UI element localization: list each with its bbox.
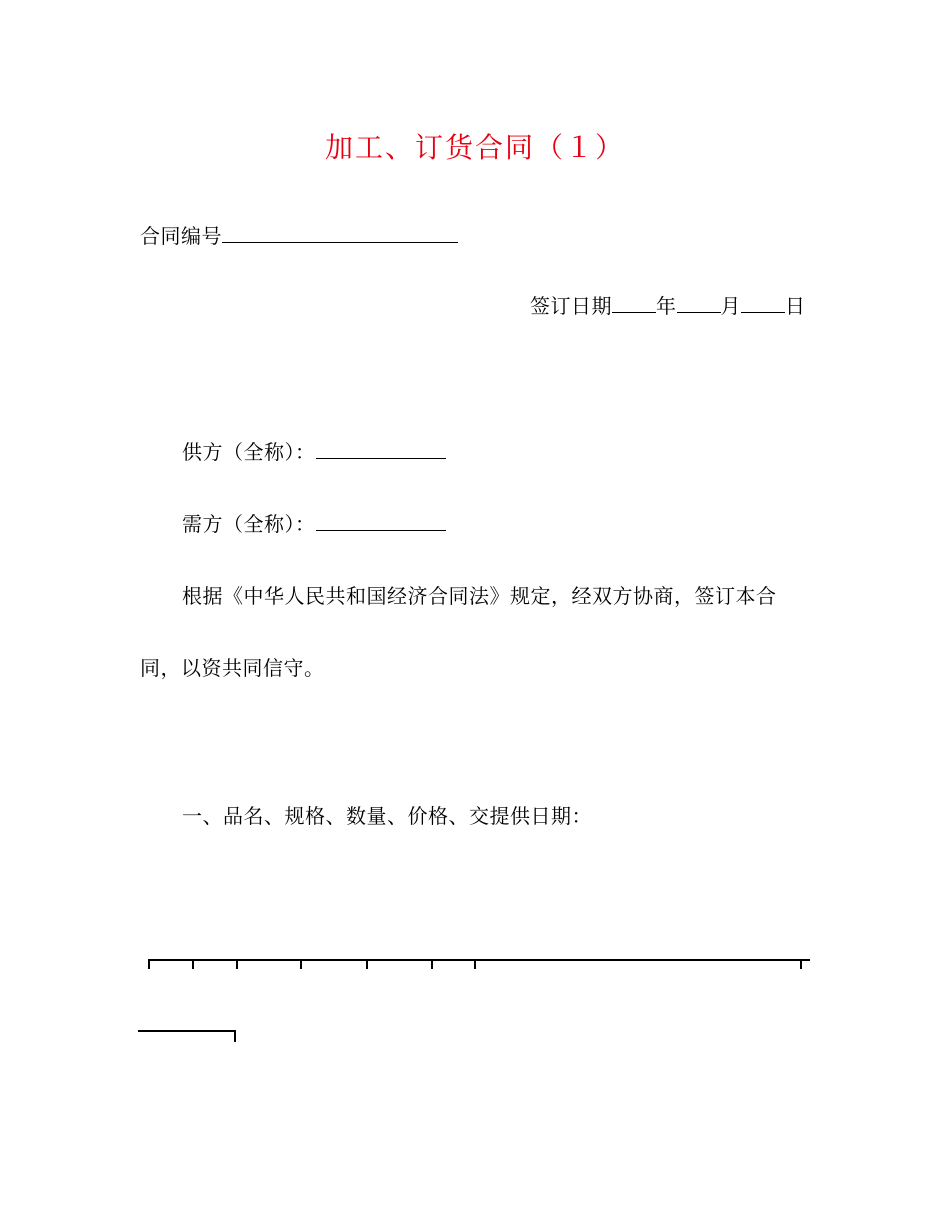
month-label: 月 bbox=[720, 294, 741, 318]
year-label: 年 bbox=[656, 294, 677, 318]
contract-number-blank[interactable] bbox=[222, 222, 458, 243]
intro-paragraph-line1: 根据《中华人民共和国经济合同法》规定，经双方协商，签订本合 bbox=[182, 584, 777, 608]
month-blank[interactable] bbox=[677, 292, 721, 313]
year-blank[interactable] bbox=[612, 292, 656, 313]
supplier-blank[interactable] bbox=[316, 438, 446, 459]
section1-heading: 一、品名、规格、数量、价格、交提供日期： bbox=[182, 804, 592, 828]
sign-date-line bbox=[530, 292, 806, 320]
document-title: 加工、订货合同（１） bbox=[324, 131, 625, 164]
buyer-blank[interactable] bbox=[316, 510, 446, 531]
contract-number-line bbox=[140, 222, 458, 250]
supplier-line bbox=[182, 438, 446, 466]
buyer-label: 需方（全称）： bbox=[182, 512, 316, 536]
sign-date-label: 签订日期 bbox=[530, 294, 612, 318]
contract-number-label: 合同编号 bbox=[140, 224, 222, 248]
day-blank[interactable] bbox=[741, 292, 785, 313]
supplier-label: 供方（全称）： bbox=[182, 440, 316, 464]
day-label: 日 bbox=[785, 294, 806, 318]
buyer-line bbox=[182, 510, 446, 538]
intro-paragraph-line2: 同，以资共同信守。 bbox=[140, 656, 325, 680]
